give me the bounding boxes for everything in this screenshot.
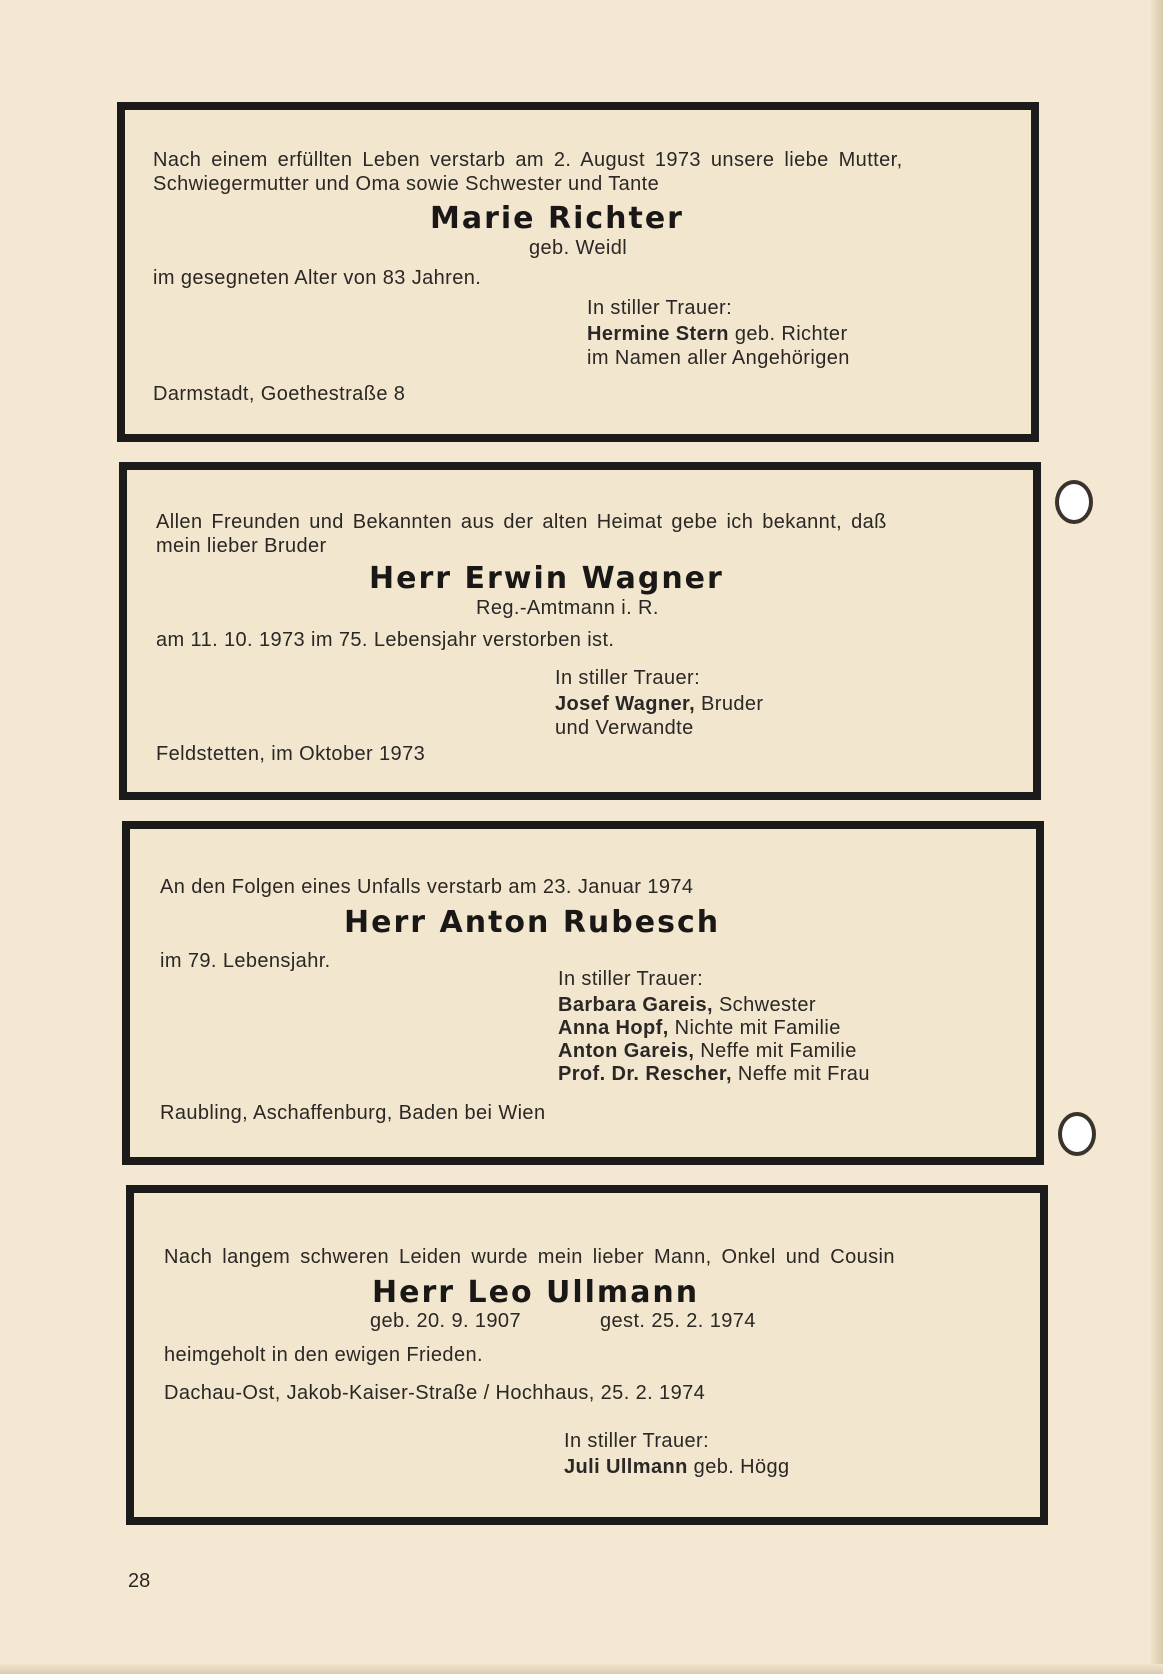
- mourning-label: In stiller Trauer:: [587, 297, 733, 319]
- deceased-death-date: gest. 25. 2. 1974: [600, 1310, 756, 1332]
- mourner-relation: Neffe mit Frau: [731, 1063, 870, 1085]
- mourner-relation: Schwester: [712, 994, 816, 1016]
- page-bottom-edge: [0, 1664, 1163, 1674]
- mourner-relation: Bruder: [695, 693, 764, 715]
- obituary-notice-wagner: [119, 462, 1041, 800]
- mourner-name: Anna Hopf,: [558, 1017, 669, 1039]
- mourner-name: Barbara Gareis,: [558, 994, 713, 1016]
- punch-hole-bottom: [1058, 1112, 1096, 1156]
- mourner-line: [587, 322, 848, 346]
- notice-intro-line-2: Schwiegermutter und Oma sowie Schwester und Tante: [153, 173, 660, 195]
- page-number: 28: [128, 1570, 151, 1592]
- mourner-line: [555, 692, 763, 716]
- notice-intro-line-1: Nach langem schweren Leiden wurde mein lieber Mann, Onkel und Cousin: [164, 1246, 895, 1268]
- mourner-line: [558, 1016, 841, 1040]
- deceased-name: Marie Richter: [430, 201, 684, 236]
- obituary-notice-richter: [117, 102, 1039, 442]
- mourner-line: [558, 1039, 857, 1063]
- mourner-line: [558, 993, 816, 1017]
- deceased-name: Herr Anton Rubesch: [344, 905, 721, 940]
- mourner-relation: geb. Högg: [687, 1456, 790, 1478]
- mourner-extra-line: und Verwandte: [555, 717, 694, 739]
- mourner-line: [558, 1062, 870, 1086]
- obituary-notice-ullmann: [126, 1185, 1048, 1525]
- deceased-name: Herr Erwin Wagner: [369, 561, 724, 596]
- deceased-title: Reg.-Amtmann i. R.: [476, 597, 659, 619]
- notice-address: Dachau-Ost, Jakob-Kaiser-Straße / Hochhaus, 25. 2. 1974: [164, 1382, 706, 1404]
- mourner-relation: Neffe mit Familie: [694, 1040, 857, 1062]
- mourning-label: In stiller Trauer:: [555, 667, 701, 689]
- deceased-maiden-name: geb. Weidl: [529, 237, 628, 259]
- mourner-relation: Nichte mit Familie: [668, 1017, 841, 1039]
- punch-hole-top: [1055, 480, 1093, 524]
- obituary-notice-rubesch: [122, 821, 1044, 1165]
- mourner-name: Hermine Stern: [587, 323, 729, 345]
- deceased-birth-date: geb. 20. 9. 1907: [370, 1310, 521, 1332]
- deceased-death-line: am 11. 10. 1973 im 75. Lebensjahr verstorben ist.: [156, 629, 615, 651]
- deceased-age-line: im 79. Lebensjahr.: [160, 950, 331, 972]
- mourner-extra-line: im Namen aller Angehörigen: [587, 347, 850, 369]
- notice-intro-line-1: Nach einem erfüllten Leben verstarb am 2. August 1973 unsere liebe Mutter,: [153, 149, 903, 171]
- notice-intro-line-1: An den Folgen eines Unfalls verstarb am 23. Januar 1974: [160, 876, 694, 898]
- mourning-label: In stiller Trauer:: [564, 1430, 710, 1452]
- deceased-detail-line: heimgeholt in den ewigen Frieden.: [164, 1344, 483, 1366]
- notice-location: Raubling, Aschaffenburg, Baden bei Wien: [160, 1102, 546, 1124]
- mourner-name: Juli Ullmann: [564, 1456, 688, 1478]
- notice-intro-line-1: Allen Freunden und Bekannten aus der alten Heimat gebe ich bekannt, daß: [156, 511, 887, 533]
- mourner-name: Prof. Dr. Rescher,: [558, 1063, 732, 1085]
- mourner-name: Josef Wagner,: [555, 693, 696, 715]
- page-edge-shadow: [1151, 0, 1163, 1674]
- notice-intro-line-2: mein lieber Bruder: [156, 535, 327, 557]
- deceased-age-line: im gesegneten Alter von 83 Jahren.: [153, 267, 482, 289]
- mourner-name: Anton Gareis,: [558, 1040, 695, 1062]
- notice-location: Darmstadt, Goethestraße 8: [153, 383, 406, 405]
- mourner-line: [564, 1455, 790, 1479]
- mourner-relation: geb. Richter: [728, 323, 848, 345]
- notice-location: Feldstetten, im Oktober 1973: [156, 743, 426, 765]
- mourning-label: In stiller Trauer:: [558, 968, 704, 990]
- deceased-name: Herr Leo Ullmann: [372, 1275, 700, 1310]
